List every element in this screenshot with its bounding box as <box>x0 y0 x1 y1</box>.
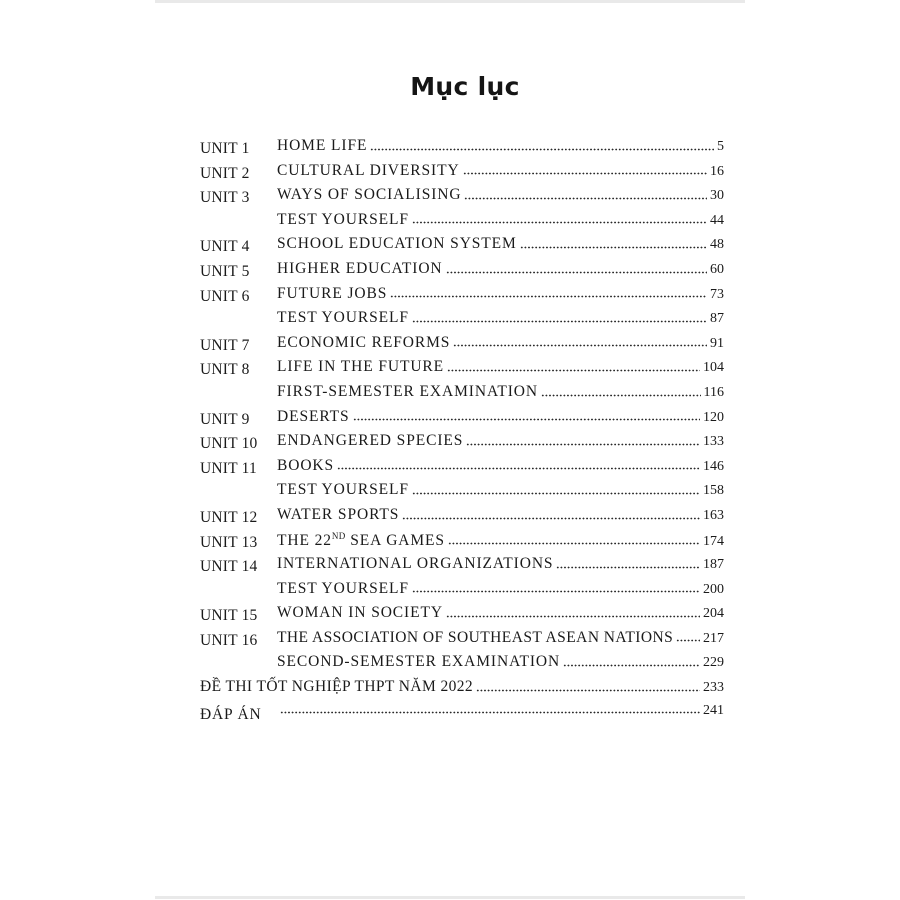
unit-label: UNIT 12 <box>200 508 258 526</box>
entry-title: WOMAN IN SOCIETY <box>277 604 443 622</box>
page-number: 44 <box>710 212 724 228</box>
unit-label: UNIT 5 <box>200 262 250 280</box>
dot-leader <box>563 657 700 667</box>
page-number: 87 <box>710 311 724 327</box>
dot-leader <box>541 387 701 397</box>
dot-leader <box>476 682 700 692</box>
ordinal-suffix: ND <box>331 530 346 541</box>
page-number: 16 <box>710 163 724 179</box>
entry-title-prefix: THE 22 <box>277 531 332 549</box>
page-number: 60 <box>710 261 724 277</box>
unit-label: ĐÁP ÁN <box>200 705 262 723</box>
toc-entry <box>277 286 724 302</box>
toc-row-test-4 <box>200 579 724 604</box>
unit-label: UNIT 15 <box>200 607 258 625</box>
entry-title: TEST YOURSELF <box>277 210 409 228</box>
toc-entry <box>277 187 724 203</box>
toc-row-unit-13 <box>200 530 724 555</box>
dot-leader <box>463 166 707 176</box>
dot-leader <box>280 705 700 715</box>
unit-label: UNIT 2 <box>200 164 250 182</box>
page-number: 146 <box>703 458 724 474</box>
entry-title: DESERTS <box>277 407 350 425</box>
toc-row-test-1 <box>200 210 724 235</box>
toc-row-unit-15 <box>200 603 724 628</box>
page-number: 233 <box>703 680 724 696</box>
unit-label: UNIT 3 <box>200 189 250 207</box>
unit-label: UNIT 9 <box>200 410 250 428</box>
toc-row-unit-1 <box>200 136 724 161</box>
page-number: 48 <box>710 237 724 253</box>
entry-title: TEST YOURSELF <box>277 579 409 597</box>
dot-leader <box>466 436 700 446</box>
dot-leader <box>448 536 700 546</box>
entry-title: FUTURE JOBS <box>277 284 388 302</box>
dot-leader <box>556 559 700 569</box>
unit-label: UNIT 1 <box>200 140 250 157</box>
dot-leader <box>446 608 700 618</box>
page-number: 163 <box>703 507 724 523</box>
dot-leader <box>353 412 700 422</box>
toc-entry <box>277 335 724 351</box>
dot-leader <box>447 362 700 372</box>
toc-entry <box>277 236 724 252</box>
entry-title: INTERNATIONAL ORGANIZATIONS <box>277 555 554 573</box>
entry-title: CULTURAL DIVERSITY <box>277 161 460 179</box>
page-number: 120 <box>703 409 724 425</box>
entry-title: ECONOMIC REFORMS <box>277 333 451 351</box>
entry-title: SCHOOL EDUCATION SYSTEM <box>277 235 517 253</box>
toc-entry <box>277 458 724 474</box>
toc-entry <box>277 384 724 400</box>
toc-entry <box>277 704 724 718</box>
toc-row-graduation-exam <box>200 677 724 702</box>
entry-title: WAYS OF SOCIALISING <box>277 186 462 204</box>
page-number: 73 <box>710 286 724 302</box>
dot-leader <box>446 264 707 274</box>
unit-label: UNIT 10 <box>200 435 258 453</box>
entry-title: LIFE IN THE FUTURE <box>277 358 445 376</box>
toc-row-unit-8 <box>200 357 724 382</box>
dot-leader <box>412 485 700 495</box>
unit-label: UNIT 6 <box>200 287 250 305</box>
dot-leader <box>370 141 714 151</box>
toc-row-unit-7 <box>200 333 724 358</box>
entry-title: TEST YOURSELF <box>277 309 409 327</box>
toc-row-unit-4 <box>200 234 724 259</box>
unit-label: UNIT 11 <box>200 459 257 477</box>
unit-label: UNIT 14 <box>200 558 258 576</box>
toc-row-test-3 <box>200 480 724 505</box>
page-number: 91 <box>710 335 724 351</box>
toc-entry <box>277 654 724 670</box>
toc-row-test-2 <box>200 308 724 333</box>
dot-leader <box>412 584 700 594</box>
page-number: 133 <box>703 434 724 450</box>
toc-entry <box>277 507 724 523</box>
toc-row-unit-5 <box>200 259 724 284</box>
toc-entry <box>277 433 724 449</box>
toc-row-unit-16 <box>200 628 724 653</box>
toc-row-unit-2 <box>200 161 724 186</box>
toc-row-unit-10 <box>200 431 724 456</box>
toc-entry <box>200 679 724 695</box>
page-number: 204 <box>703 606 724 622</box>
entry-title: WATER SPORTS <box>277 505 400 523</box>
table-of-contents <box>200 136 724 726</box>
dot-leader <box>453 338 707 348</box>
toc-row-second-semester-exam <box>200 652 724 677</box>
dot-leader <box>676 633 700 643</box>
toc-row-unit-9 <box>200 407 724 432</box>
entry-title: THE ASSOCIATION OF SOUTHEAST ASEAN NATIONS <box>277 628 674 646</box>
entry-title: HOME LIFE <box>277 137 368 154</box>
page-number: 241 <box>703 702 724 718</box>
toc-entry <box>277 605 724 621</box>
toc-row-unit-14 <box>200 554 724 579</box>
entry-title: TEST YOURSELF <box>277 481 409 499</box>
unit-label: UNIT 7 <box>200 336 250 354</box>
toc-row-first-semester-exam <box>200 382 724 407</box>
dot-leader <box>402 510 700 520</box>
page-number: 116 <box>703 384 724 400</box>
unit-label: UNIT 16 <box>200 631 258 649</box>
toc-row-unit-3 <box>200 185 724 210</box>
toc-entry <box>277 532 724 549</box>
toc-entry <box>277 630 724 646</box>
entry-title: FIRST-SEMESTER EXAMINATION <box>277 382 538 400</box>
page-bottom-edge <box>155 896 745 899</box>
entry-title: BOOKS <box>277 456 335 474</box>
toc-entry <box>277 212 724 228</box>
page-number: 217 <box>703 630 724 646</box>
dot-leader <box>390 289 707 299</box>
entry-title: ĐỀ THI TỐT NGHIỆP THPT NĂM 2022 <box>200 678 474 696</box>
toc-entry <box>277 581 724 597</box>
toc-entry <box>277 556 724 572</box>
unit-label: UNIT 4 <box>200 238 250 256</box>
toc-row-unit-12 <box>200 505 724 530</box>
toc-entry <box>277 310 724 326</box>
dot-leader <box>464 190 707 200</box>
toc-entry <box>277 359 724 375</box>
unit-label: UNIT 8 <box>200 361 250 379</box>
page-number: 174 <box>703 533 724 549</box>
unit-label: UNIT 13 <box>200 533 258 551</box>
page-number: 187 <box>703 557 724 573</box>
dot-leader <box>520 239 707 249</box>
page-number: 104 <box>703 360 724 376</box>
toc-entry <box>277 409 724 425</box>
toc-row-unit-6 <box>200 284 724 309</box>
page-number: 158 <box>703 483 724 499</box>
page-number: 200 <box>703 581 724 597</box>
entry-title <box>277 532 445 549</box>
entry-title: SECOND-SEMESTER EXAMINATION <box>277 653 561 671</box>
entry-title: ENDANGERED SPECIES <box>277 432 464 450</box>
page-title: Mục lục <box>410 72 520 101</box>
entry-title: HIGHER EDUCATION <box>277 259 443 277</box>
page-top-edge <box>155 0 745 3</box>
dot-leader <box>412 215 707 225</box>
toc-row-unit-11 <box>200 456 724 481</box>
toc-entry <box>277 163 724 179</box>
page-number: 30 <box>710 188 724 204</box>
entry-title-suffix: SEA GAMES <box>345 531 445 549</box>
toc-entry <box>277 482 724 498</box>
toc-entry <box>277 138 724 154</box>
dot-leader <box>412 313 707 323</box>
toc-entry <box>277 261 724 277</box>
page-number: 229 <box>703 655 724 671</box>
dot-leader <box>337 461 700 471</box>
page-number: 5 <box>717 139 724 154</box>
toc-row-answer-key <box>200 702 724 727</box>
